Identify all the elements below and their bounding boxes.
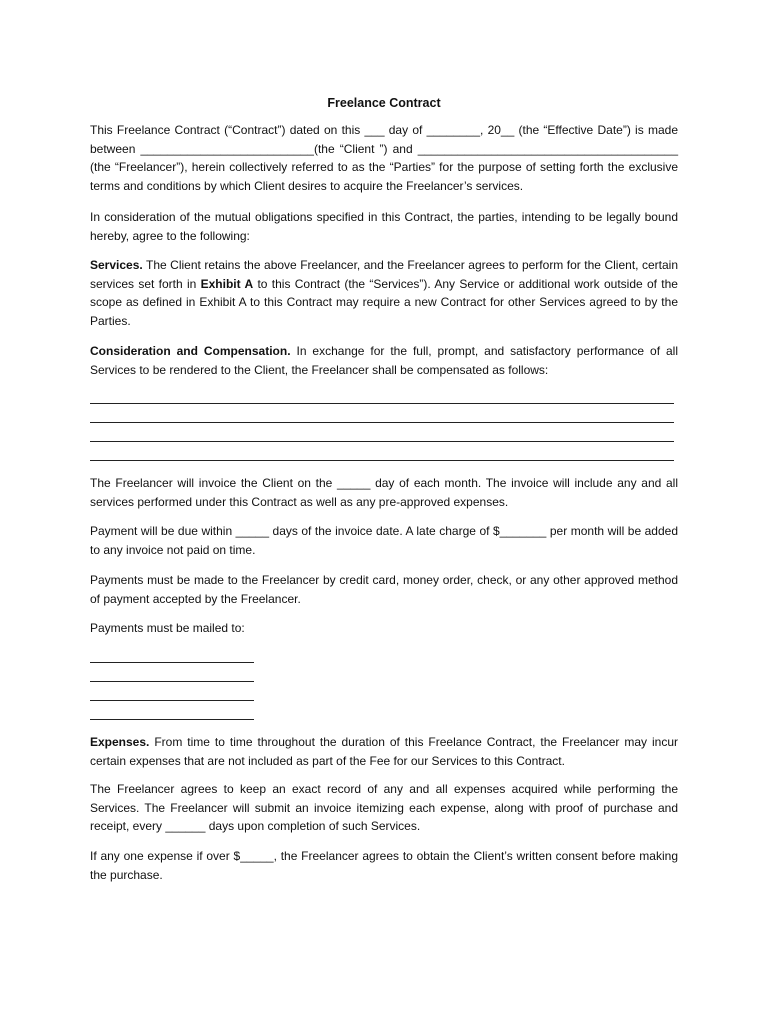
intro-paragraph: This Freelance Contract (“Contract”) dated on this ___ day of ________, 20__ (the “Effective Date”) is made between __________________________(the “Client ”) and _______________________________________ (the “Freelancer”), herein collectively referred to as the “Parties” for the purpose of setting forth the exclusive terms and conditions by which Client desires to acquire the Freelancer’s services. bbox=[90, 123, 678, 193]
services-text-1: The Client retains the above Freelancer, and the Freelancer agrees to perform for the Client, certain services set forth in bbox=[90, 258, 678, 291]
payment-due-paragraph: Payment will be due within _____ days of the invoice date. A late charge of $_______ per month will be added to any invoice not paid on time. bbox=[90, 524, 678, 557]
expenses-text: From time to time throughout the duration of this Freelance Contract, the Freelancer may incur certain expenses that are not included as part of the Fee for our Services to this Contract. bbox=[90, 735, 678, 768]
expense-consent-paragraph: If any one expense if over $_____, the Freelancer agrees to obtain the Client’s written consent before making the purchase. bbox=[90, 849, 678, 882]
mailing-address-line[interactable] bbox=[90, 700, 254, 701]
document-title: Freelance Contract bbox=[327, 96, 441, 110]
mailing-address-line[interactable] bbox=[90, 681, 254, 682]
services-paragraph bbox=[90, 256, 678, 330]
invoice-paragraph: The Freelancer will invoice the Client on the _____ day of each month. The invoice will include any and all services performed under this Contract as well as any pre-approved expenses. bbox=[90, 476, 678, 509]
compensation-blank-line[interactable] bbox=[90, 441, 674, 442]
consideration-paragraph: In consideration of the mutual obligations specified in this Contract, the parties, intending to be legally bound hereby, agree to the following: bbox=[90, 210, 678, 243]
mailing-address-line[interactable] bbox=[90, 662, 254, 663]
services-heading: Services. bbox=[90, 258, 143, 272]
expense-record-paragraph: The Freelancer agrees to keep an exact record of any and all expenses acquired while performing the Services. The Freelancer will submit an invoice itemizing each expense, along with proof of purchase and receipt, every ______ days upon completion of such Services. bbox=[90, 782, 678, 833]
mailing-address-line[interactable] bbox=[90, 719, 254, 720]
mailed-to-label: Payments must be mailed to: bbox=[90, 621, 245, 635]
exhibit-a-label: Exhibit A bbox=[200, 276, 254, 291]
compensation-paragraph bbox=[90, 342, 678, 379]
services-text-2: to this Contract (the “Services”). Any Service or additional work outside of the scope as defined in Exhibit A to this Contract may require a new Contract for other Services agreed to by the Parties. bbox=[90, 276, 678, 328]
compensation-text: In exchange for the full, prompt, and satisfactory performance of all Services to be rendered to the Client, the Freelancer shall be compensated as follows: bbox=[90, 344, 678, 377]
expenses-heading: Expenses. bbox=[90, 735, 150, 749]
compensation-blank-line[interactable] bbox=[90, 403, 674, 404]
contract-page bbox=[90, 0, 678, 1024]
compensation-blank-line[interactable] bbox=[90, 460, 674, 461]
compensation-heading: Consideration and Compensation. bbox=[90, 344, 291, 358]
expenses-paragraph bbox=[90, 733, 678, 770]
payment-method-paragraph: Payments must be made to the Freelancer by credit card, money order, check, or any other approved method of payment accepted by the Freelancer. bbox=[90, 573, 678, 606]
compensation-blank-line[interactable] bbox=[90, 422, 674, 423]
